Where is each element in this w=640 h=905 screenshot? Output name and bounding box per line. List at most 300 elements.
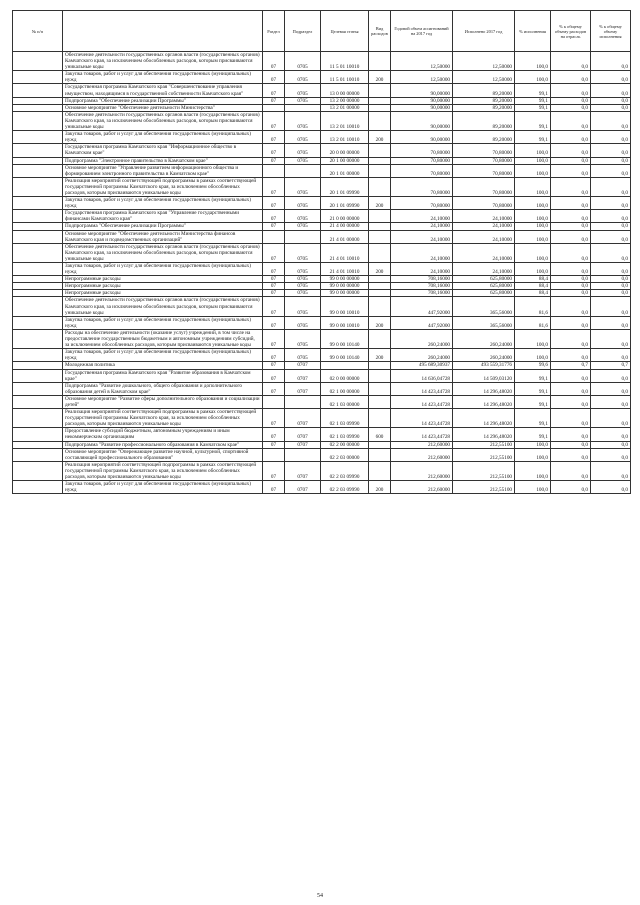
cell-percent: 100,0 [515, 349, 551, 362]
cell-name: Закупка товаров, работ и услуг для обеспечения государственных (муниципальных) нужд [63, 71, 263, 84]
cell-executed: 89,20000 [453, 97, 515, 104]
cell-num [13, 448, 63, 461]
table-row [13, 297, 631, 316]
cell-podrazdel: 0705 [285, 197, 321, 210]
cell-razdel: 07 [263, 84, 285, 97]
cell-target-article: 99 0 00 00000 [321, 290, 369, 297]
cell-plan: 14 423,44728 [391, 428, 453, 441]
table-row [13, 362, 631, 369]
cell-razdel: 07 [263, 131, 285, 144]
cell-executed: 212,55100 [453, 441, 515, 448]
cell-target-article: 99 0 00 10010 [321, 297, 369, 316]
cell-podrazdel: 0707 [285, 409, 321, 428]
cell-percent: 99,1 [515, 395, 551, 408]
cell-share-total: 0,0 [551, 223, 591, 230]
cell-share-total: 0,0 [551, 197, 591, 210]
cell-num [13, 316, 63, 329]
cell-name: Обеспечение деятельности государственных органов власти (государственных органов) Камчатского края, за исключением обособленных расходов, которым присваиваются уникальные коды [63, 52, 263, 71]
cell-num [13, 263, 63, 276]
cell-share-exec: 0,0 [591, 481, 631, 494]
cell-share-exec: 0,0 [591, 428, 631, 441]
cell-podrazdel [285, 395, 321, 408]
cell-expense-type [369, 395, 391, 408]
cell-share-total: 0,0 [551, 395, 591, 408]
cell-num [13, 362, 63, 369]
cell-expense-type: 600 [369, 428, 391, 441]
table-row [13, 283, 631, 290]
cell-target-article: 20 1 01 09990 [321, 197, 369, 210]
cell-name: Государственная программа Камчатского края "Управление государственными финансами Камчатского края" [63, 210, 263, 223]
cell-num [13, 71, 63, 84]
cell-plan: 70,80000 [391, 157, 453, 164]
cell-expense-type [369, 243, 391, 262]
cell-num [13, 52, 63, 71]
cell-target-article: 13 0 00 00000 [321, 84, 369, 97]
cell-percent: 100,0 [515, 461, 551, 480]
cell-share-exec: 0,0 [591, 263, 631, 276]
table-row [13, 230, 631, 243]
cell-razdel: 07 [263, 157, 285, 164]
cell-plan: 24,10000 [391, 230, 453, 243]
cell-target-article: 02 0 00 00000 [321, 369, 369, 382]
cell-razdel: 07 [263, 144, 285, 157]
cell-num [13, 230, 63, 243]
cell-target-article: 02 1 03 09990 [321, 428, 369, 441]
cell-plan: 90,00000 [391, 97, 453, 104]
page-number: 54 [317, 893, 323, 899]
cell-executed: 625,80000 [453, 290, 515, 297]
cell-num [13, 481, 63, 494]
cell-plan: 12,50000 [391, 52, 453, 71]
cell-executed: 260,24000 [453, 349, 515, 362]
cell-executed: 12,50000 [453, 52, 515, 71]
table-row [13, 111, 631, 130]
cell-name: Закупка товаров, работ и услуг для обеспечения государственных (муниципальных) нужд [63, 197, 263, 210]
cell-percent: 100,0 [515, 448, 551, 461]
cell-name: Закупка товаров, работ и услуг для обеспечения государственных (муниципальных) нужд [63, 349, 263, 362]
cell-expense-type: 200 [369, 131, 391, 144]
cell-percent: 100,0 [515, 223, 551, 230]
cell-razdel: 07 [263, 223, 285, 230]
table-row [13, 316, 631, 329]
cell-share-total: 0,0 [551, 263, 591, 276]
table-row [13, 448, 631, 461]
cell-expense-type: 200 [369, 263, 391, 276]
cell-expense-type [369, 210, 391, 223]
cell-name: Обеспечение деятельности государственных органов власти (государственных органов) Камчатского края, за исключением обособленных расходов, которым присваиваются уникальные коды [63, 111, 263, 130]
cell-podrazdel: 0705 [285, 177, 321, 196]
cell-percent: 99,1 [515, 111, 551, 130]
cell-name: Расходы на обеспечение деятельности (оказание услуг) учреждений, в том числе на предоставление государственным бюджетным и автономным учреждениям субсидий, за исключением обособленных расходов, которым присваиваются уникальные коды [63, 329, 263, 348]
cell-podrazdel: 0705 [285, 84, 321, 97]
cell-expense-type: 200 [369, 197, 391, 210]
cell-percent: 99,1 [515, 369, 551, 382]
cell-name: Закупка товаров, работ и услуг для обеспечения государственных (муниципальных) нужд [63, 263, 263, 276]
cell-razdel: 07 [263, 349, 285, 362]
cell-plan: 70,80000 [391, 197, 453, 210]
cell-expense-type [369, 52, 391, 71]
cell-podrazdel: 0705 [285, 144, 321, 157]
cell-name: Обеспечение деятельности государственных органов власти (государственных органов) Камчатского края, за исключением обособленных расходов, которым присваиваются уникальные коды [63, 243, 263, 262]
cell-name: Предоставление субсидий бюджетным, автономным учреждениям и иным некоммерческим организациям [63, 428, 263, 441]
header-share-exec: % к общему объему исполнения [591, 11, 631, 52]
cell-plan: 90,00000 [391, 84, 453, 97]
cell-plan: 90,00000 [391, 111, 453, 130]
cell-target-article: 02 2 03 09990 [321, 481, 369, 494]
cell-num [13, 297, 63, 316]
cell-share-total: 0,0 [551, 276, 591, 283]
cell-podrazdel: 0705 [285, 297, 321, 316]
cell-podrazdel: 0705 [285, 263, 321, 276]
cell-name: Подпрограмма "Электронное правительство в Камчатском крае" [63, 157, 263, 164]
cell-razdel: 07 [263, 210, 285, 223]
cell-expense-type [369, 230, 391, 243]
cell-executed: 24,10000 [453, 230, 515, 243]
cell-podrazdel: 0705 [285, 329, 321, 348]
cell-num [13, 197, 63, 210]
cell-executed: 212,55100 [453, 481, 515, 494]
cell-num [13, 84, 63, 97]
table-row [13, 71, 631, 84]
cell-podrazdel: 0705 [285, 243, 321, 262]
cell-podrazdel: 0705 [285, 223, 321, 230]
cell-expense-type [369, 409, 391, 428]
table-row [13, 428, 631, 441]
cell-expense-type [369, 276, 391, 283]
cell-share-total: 0,0 [551, 144, 591, 157]
cell-executed: 14 509,03120 [453, 369, 515, 382]
cell-share-exec: 0,0 [591, 197, 631, 210]
cell-podrazdel [285, 104, 321, 111]
budget-table-page [12, 10, 630, 494]
cell-percent: 88,4 [515, 290, 551, 297]
cell-expense-type [369, 144, 391, 157]
cell-share-exec: 0,0 [591, 461, 631, 480]
cell-percent: 99,1 [515, 84, 551, 97]
cell-razdel: 07 [263, 382, 285, 395]
cell-target-article: 02 1 00 00000 [321, 382, 369, 395]
cell-percent: 99,1 [515, 97, 551, 104]
cell-expense-type [369, 329, 391, 348]
header-expense-type: Вид расходов [369, 11, 391, 52]
cell-num [13, 243, 63, 262]
cell-podrazdel: 0707 [285, 441, 321, 448]
cell-plan: 260,24000 [391, 329, 453, 348]
cell-plan: 24,10000 [391, 210, 453, 223]
cell-podrazdel: 0707 [285, 481, 321, 494]
cell-target-article: 02 1 03 09990 [321, 409, 369, 428]
cell-razdel: 07 [263, 243, 285, 262]
cell-percent: 81,6 [515, 316, 551, 329]
cell-share-total: 0,0 [551, 177, 591, 196]
cell-name: Непрограммные расходы [63, 283, 263, 290]
cell-target-article: 02 2 03 00000 [321, 448, 369, 461]
cell-plan: 14 423,44728 [391, 409, 453, 428]
table-header-row [13, 11, 631, 52]
cell-expense-type [369, 111, 391, 130]
header-annual-plan: Годовой объем ассигнований на 2017 год [391, 11, 453, 52]
cell-percent: 100,0 [515, 197, 551, 210]
cell-podrazdel: 0705 [285, 111, 321, 130]
cell-razdel [263, 448, 285, 461]
cell-share-exec: 0,0 [591, 223, 631, 230]
cell-plan: 70,80000 [391, 164, 453, 177]
cell-percent: 100,0 [515, 329, 551, 348]
cell-num [13, 290, 63, 297]
cell-expense-type [369, 290, 391, 297]
cell-target-article: 99 0 00 00000 [321, 283, 369, 290]
cell-share-total: 0,0 [551, 111, 591, 130]
cell-podrazdel: 0705 [285, 290, 321, 297]
cell-podrazdel [285, 164, 321, 177]
cell-executed: 625,80000 [453, 276, 515, 283]
cell-name: Государственная программа Камчатского края "Развитие образования в Камчатском крае" [63, 369, 263, 382]
cell-share-exec: 0,0 [591, 349, 631, 362]
cell-podrazdel: 0705 [285, 276, 321, 283]
cell-podrazdel: 0707 [285, 461, 321, 480]
cell-share-total: 0,0 [551, 349, 591, 362]
cell-razdel: 07 [263, 111, 285, 130]
cell-share-total: 0,0 [551, 157, 591, 164]
cell-expense-type [369, 441, 391, 448]
cell-razdel: 07 [263, 263, 285, 276]
table-row [13, 329, 631, 348]
cell-share-exec: 0,0 [591, 441, 631, 448]
header-num: № п/п [13, 11, 63, 52]
table-row [13, 290, 631, 297]
cell-plan: 14 423,44728 [391, 382, 453, 395]
cell-razdel: 07 [263, 428, 285, 441]
cell-razdel: 07 [263, 316, 285, 329]
cell-share-total: 0,0 [551, 164, 591, 177]
cell-executed: 70,80000 [453, 197, 515, 210]
cell-percent: 99,1 [515, 131, 551, 144]
cell-expense-type [369, 177, 391, 196]
cell-share-exec: 0,0 [591, 97, 631, 104]
cell-percent: 100,0 [515, 144, 551, 157]
cell-plan: 212,60000 [391, 441, 453, 448]
cell-plan: 447,92000 [391, 297, 453, 316]
cell-expense-type: 200 [369, 481, 391, 494]
cell-name: Закупка товаров, работ и услуг для обеспечения государственных (муниципальных) нужд [63, 131, 263, 144]
cell-share-exec: 0,0 [591, 243, 631, 262]
cell-podrazdel: 0707 [285, 382, 321, 395]
cell-share-total: 0,0 [551, 210, 591, 223]
cell-share-exec: 0,0 [591, 210, 631, 223]
header-podrazdel: Подраздел [285, 11, 321, 52]
cell-percent: 100,0 [515, 164, 551, 177]
table-row [13, 144, 631, 157]
cell-executed: 70,80000 [453, 144, 515, 157]
cell-num [13, 349, 63, 362]
cell-executed: 24,10000 [453, 223, 515, 230]
cell-executed: 212,55100 [453, 448, 515, 461]
cell-plan: 708,16000 [391, 276, 453, 283]
cell-share-total: 0,7 [551, 362, 591, 369]
cell-target-article: 20 1 01 00000 [321, 164, 369, 177]
cell-razdel [263, 164, 285, 177]
cell-percent: 100,0 [515, 481, 551, 494]
cell-expense-type [369, 84, 391, 97]
table-row [13, 461, 631, 480]
cell-num [13, 382, 63, 395]
cell-target-article: 02 1 03 00000 [321, 395, 369, 408]
cell-executed: 14 296,48020 [453, 382, 515, 395]
cell-percent: 100,0 [515, 177, 551, 196]
table-row [13, 409, 631, 428]
cell-expense-type: 200 [369, 316, 391, 329]
cell-num [13, 461, 63, 480]
cell-plan: 708,16000 [391, 283, 453, 290]
table-row [13, 276, 631, 283]
cell-share-exec: 0,0 [591, 177, 631, 196]
cell-target-article: 11 5 01 10010 [321, 52, 369, 71]
cell-expense-type [369, 104, 391, 111]
cell-plan: 24,10000 [391, 243, 453, 262]
cell-podrazdel: 0705 [285, 71, 321, 84]
cell-target-article: 20 0 00 00000 [321, 144, 369, 157]
cell-share-exec: 0,0 [591, 230, 631, 243]
header-name [63, 11, 263, 52]
cell-executed: 12,50000 [453, 71, 515, 84]
cell-executed: 24,10000 [453, 243, 515, 262]
cell-executed: 70,80000 [453, 157, 515, 164]
cell-podrazdel [285, 230, 321, 243]
table-row [13, 369, 631, 382]
cell-plan: 70,80000 [391, 177, 453, 196]
cell-name: Реализация мероприятий соответствующей подпрограммы в рамках соответствующей государственной программы Камчатского края, за исключением обособленных расходов, которым присваиваются уникальные коды [63, 461, 263, 480]
cell-name: Основное мероприятие "Обеспечение деятельности Министерства финансов Камчатского края и подведомственных организаций" [63, 230, 263, 243]
cell-podrazdel: 0705 [285, 210, 321, 223]
cell-executed: 260,24000 [453, 329, 515, 348]
cell-razdel: 07 [263, 409, 285, 428]
cell-plan: 12,50000 [391, 71, 453, 84]
cell-executed: 89,20000 [453, 104, 515, 111]
cell-share-total: 0,0 [551, 283, 591, 290]
cell-percent: 100,0 [515, 263, 551, 276]
cell-expense-type [369, 362, 391, 369]
cell-name: Подпрограмма "Обеспечение реализации Программы" [63, 97, 263, 104]
cell-razdel [263, 230, 285, 243]
cell-percent: 88,4 [515, 283, 551, 290]
cell-target-article: 20 1 01 09990 [321, 177, 369, 196]
cell-share-total: 0,0 [551, 316, 591, 329]
cell-num [13, 144, 63, 157]
cell-share-exec: 0,0 [591, 144, 631, 157]
cell-name: Государственная программа Камчатского края "Совершенствование управления имуществом, находящимся в государственной собственности Камчатского края" [63, 84, 263, 97]
table-row [13, 104, 631, 111]
budget-execution-table [12, 10, 631, 494]
cell-razdel: 07 [263, 52, 285, 71]
cell-num [13, 329, 63, 348]
cell-share-exec: 0,0 [591, 111, 631, 130]
cell-target-article: 13 2 00 00000 [321, 97, 369, 104]
cell-podrazdel: 0705 [285, 157, 321, 164]
cell-target-article: 11 5 01 10010 [321, 71, 369, 84]
cell-executed: 70,80000 [453, 164, 515, 177]
cell-expense-type [369, 283, 391, 290]
cell-name: Подпрограмма "Развитие профессионального образования в Камчатском крае" [63, 441, 263, 448]
cell-num [13, 369, 63, 382]
cell-num [13, 111, 63, 130]
cell-share-exec: 0,0 [591, 316, 631, 329]
cell-share-exec: 0,0 [591, 329, 631, 348]
cell-expense-type [369, 297, 391, 316]
cell-num [13, 97, 63, 104]
cell-name: Основное мероприятие "Опережающее развитие научной, культурной, спортивной составляющей профессионального образования" [63, 448, 263, 461]
cell-executed: 14 296,48020 [453, 428, 515, 441]
cell-name: Непрограммные расходы [63, 290, 263, 297]
cell-num [13, 177, 63, 196]
cell-target-article: 99 0 00 10140 [321, 349, 369, 362]
cell-executed: 24,10000 [453, 263, 515, 276]
table-row [13, 481, 631, 494]
cell-target-article: 21 4 01 00000 [321, 230, 369, 243]
cell-target-article: 02 2 03 09990 [321, 461, 369, 480]
header-share-total: % к общему объему расходов на отрасль [551, 11, 591, 52]
cell-share-exec: 0,0 [591, 448, 631, 461]
table-row [13, 210, 631, 223]
cell-share-total: 0,0 [551, 71, 591, 84]
cell-target-article: 21 0 00 00000 [321, 210, 369, 223]
cell-expense-type [369, 164, 391, 177]
table-row [13, 177, 631, 196]
cell-executed: 625,80000 [453, 283, 515, 290]
cell-podrazdel: 0705 [285, 316, 321, 329]
cell-share-exec: 0,0 [591, 71, 631, 84]
cell-executed: 212,55100 [453, 461, 515, 480]
cell-share-total: 0,0 [551, 84, 591, 97]
cell-name: Закупка товаров, работ и услуг для обеспечения государственных (муниципальных) нужд [63, 316, 263, 329]
cell-expense-type: 200 [369, 71, 391, 84]
cell-name: Обеспечение деятельности государственных органов власти (государственных органов) Камчатского края, за исключением обособленных расходов, которым присваиваются уникальные коды [63, 297, 263, 316]
cell-share-exec: 0,0 [591, 84, 631, 97]
cell-share-exec: 0,0 [591, 290, 631, 297]
cell-percent: 88,4 [515, 276, 551, 283]
table-row [13, 223, 631, 230]
cell-share-exec: 0,0 [591, 369, 631, 382]
cell-target-article: 99 0 00 10140 [321, 329, 369, 348]
cell-share-exec: 0,7 [591, 362, 631, 369]
cell-plan: 90,00000 [391, 104, 453, 111]
cell-razdel: 07 [263, 297, 285, 316]
cell-plan: 708,16000 [391, 290, 453, 297]
cell-share-total: 0,0 [551, 369, 591, 382]
cell-percent: 100,0 [515, 71, 551, 84]
cell-share-total: 0,0 [551, 131, 591, 144]
cell-percent: 81,6 [515, 297, 551, 316]
cell-target-article: 13 2 01 00000 [321, 104, 369, 111]
cell-expense-type [369, 461, 391, 480]
cell-expense-type [369, 369, 391, 382]
cell-percent: 100,0 [515, 441, 551, 448]
cell-share-total: 0,0 [551, 461, 591, 480]
cell-share-total: 0,0 [551, 297, 591, 316]
cell-num [13, 223, 63, 230]
cell-share-exec: 0,0 [591, 164, 631, 177]
cell-share-total: 0,0 [551, 428, 591, 441]
cell-target-article: 20 1 00 00000 [321, 157, 369, 164]
cell-podrazdel: 0705 [285, 283, 321, 290]
cell-share-exec: 0,0 [591, 297, 631, 316]
cell-target-article: 13 2 01 10010 [321, 111, 369, 130]
cell-percent: 99,1 [515, 382, 551, 395]
cell-share-total: 0,0 [551, 409, 591, 428]
cell-num [13, 276, 63, 283]
cell-podrazdel [285, 448, 321, 461]
cell-target-article: 21 4 01 10010 [321, 243, 369, 262]
cell-plan: 24,10000 [391, 263, 453, 276]
